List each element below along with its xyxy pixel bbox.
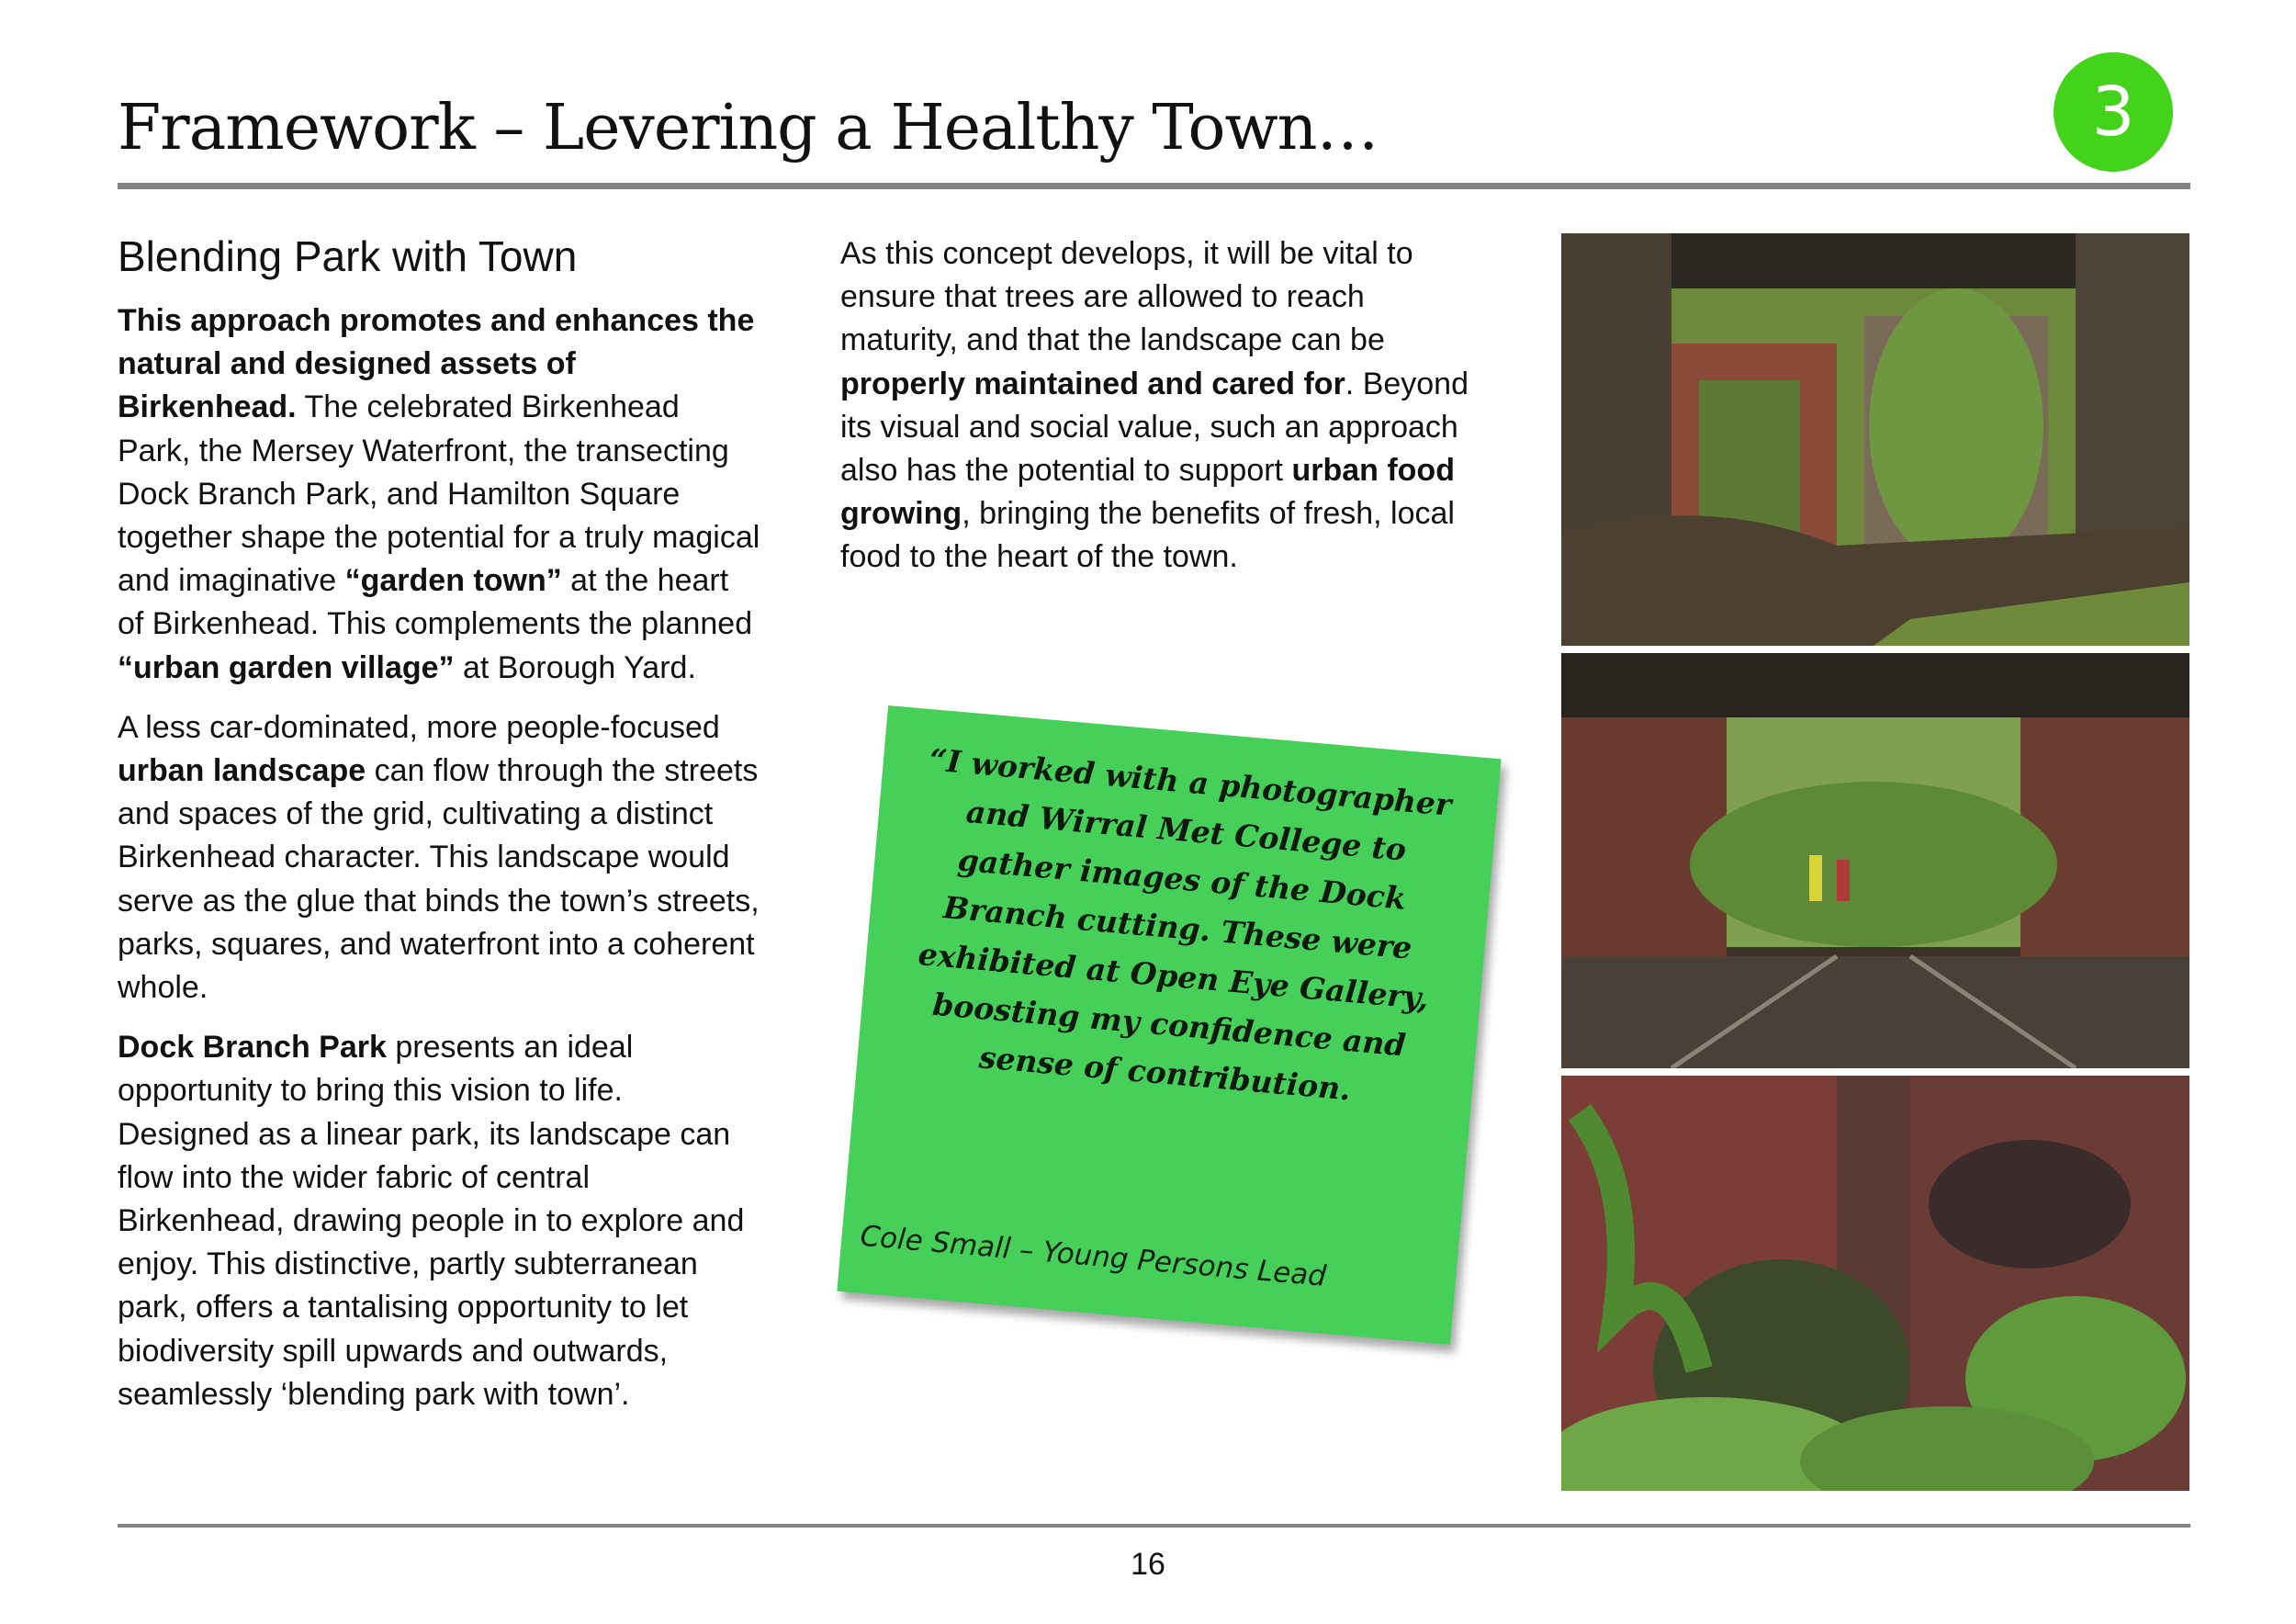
p1-text-b: at the heart of Birkenhead. This complements the planned [118,563,753,642]
left-column [118,231,760,1433]
paragraph-4 [840,232,1483,580]
overgrown-arches-photo-3 [1561,1076,2189,1491]
quote-text: “I worked with a photographer and Wirral Met College to gather images of the Dock Branch cutting. These were exhibited at Open Eye Gallery, boosting my confidence and sense of contribution. [917,741,1453,1108]
p4-text-c: , bringing the benefits of fresh, local food to the heart of the town. [840,496,1455,575]
p1-bold: This approach promotes and enhances the natural and designed assets of Birkenhead. [118,303,755,425]
p4-text-a: As this concept develops, it will be vital to ensure that trees are allowed to reach maturity, and that the landscape can be [840,236,1413,358]
cutting-photo-illustration [1561,653,2189,1068]
p2-bold: urban landscape [118,753,366,789]
page-title: Framework – Levering a Healthy Town… [118,92,1379,164]
p3-bold: Dock Branch Park [118,1030,387,1066]
p3-text: presents an ideal opportunity to bring this vision to life. Designed as a linear park, its landscape can flow into the wider fabric of central Birkenhead, drawing people in to explore and enjoy. This distinctive, partly subterranean park, offers a tantalising opportunity to let biodiversity spill upwards and outwards, seamlessly ‘blending park with town’. [118,1030,745,1412]
paragraph-1 [118,299,760,690]
p2-text-a: A less car-dominated, more people-focused [118,709,720,745]
railway-arches-photo-1 [1561,233,2189,646]
page-number: 16 [1131,1547,1165,1582]
railway-cutting-photo-2 [1561,653,2189,1068]
paragraph-3 [118,1026,760,1416]
p4-bold: properly maintained and cared for [840,366,1345,401]
p1-text-a: The celebrated Birkenhead Park, the Mersey Waterfront, the transecting Dock Branch Park, and Hamilton Square together shape the potential for a truly magical and imaginative [118,389,760,599]
middle-column [840,232,1483,596]
overgrown-photo-illustration [1561,1076,2189,1491]
header-divider [118,183,2190,189]
p1-text-c: at Borough Yard. [454,649,696,685]
p1-bold-2: “garden town” [344,563,562,599]
section-subheading: Blending Park with Town [118,232,578,280]
paragraph-2 [118,706,760,1009]
p4-text-b: . Beyond its visual and social value, such an approach also has the potential to support [840,366,1469,489]
section-number-badge: 3 [2054,52,2173,172]
quote-card [837,705,1501,1345]
footer-divider [118,1524,2190,1528]
p1-bold-3: “urban garden village” [118,649,455,685]
quote-author: Cole Small – Young Persons Lead [859,1219,1328,1293]
p4-bold-2: urban food growing [840,453,1455,532]
arches-photo-illustration [1561,233,2189,646]
p2-text-b: can flow through the streets and spaces of the grid, cultivating a distinct Birkenhead character. This landscape would serve as the glue that binds the town’s streets, parks, squares, and waterfront into a coherent whole. [118,753,760,1006]
